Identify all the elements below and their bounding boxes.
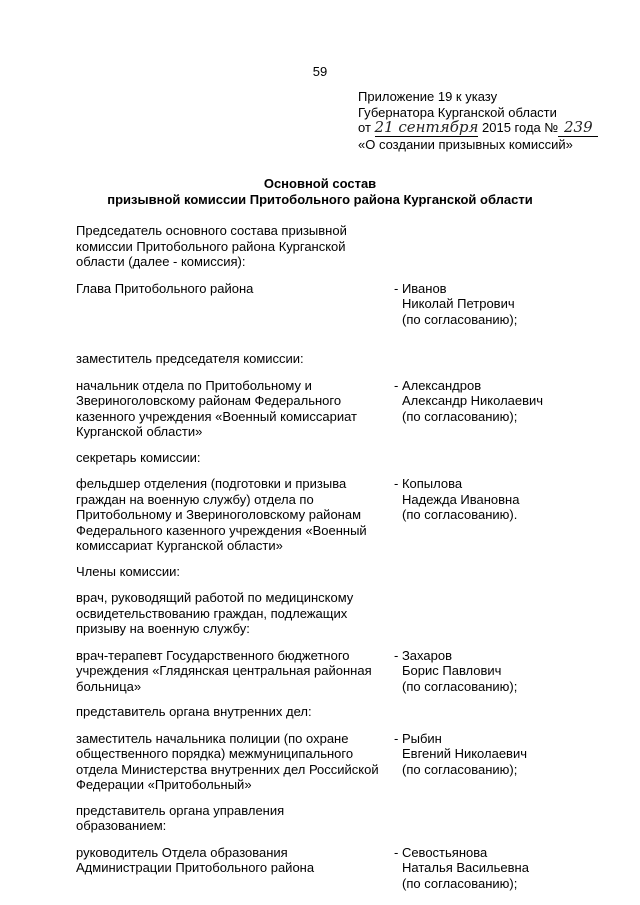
annex-year-text: 2015 года № xyxy=(482,120,559,135)
person-name: Наталья Васильевна xyxy=(402,860,529,875)
annex-block xyxy=(358,89,628,152)
chair-heading-line: Председатель основного состава призывной xyxy=(76,223,347,238)
position-line: Федерального казенного учреждения «Военный xyxy=(76,522,367,538)
position-line: руководитель Отдела образования xyxy=(76,844,288,860)
position-line: Федерации «Притобольный» xyxy=(76,777,252,792)
doctor-heading-line: призыву на военную службу: xyxy=(76,621,250,636)
person-note: (по согласованию); xyxy=(402,408,518,424)
doctor-heading-line: врач, руководящий работой по медицинскому xyxy=(76,590,354,605)
police-person xyxy=(394,731,527,778)
position-line: фельдшер отделения (подготовки и призыва xyxy=(76,476,347,491)
person-surname: - Копылова xyxy=(394,476,463,491)
secretary-heading: секретарь комиссии: xyxy=(76,449,201,465)
chair-entry xyxy=(76,281,556,328)
position-line: Администрации Притобольного района xyxy=(76,860,315,875)
annex-date-prefix: от xyxy=(358,120,371,135)
person-surname: - Рыбин xyxy=(394,730,442,746)
chair-person xyxy=(394,281,517,328)
position-line: больница» xyxy=(76,678,142,694)
position-line: учреждения «Глядянская центральная районная xyxy=(76,663,372,678)
police-position xyxy=(76,731,394,793)
annex-line-2: Губернатора Курганской области xyxy=(358,104,557,120)
position-line: начальник отдела по Притобольному и xyxy=(76,377,312,393)
person-name: Надежда Ивановна xyxy=(402,491,520,507)
position-line: отдела Министерства внутренних дел Российской xyxy=(76,761,379,777)
person-surname: - Захаров xyxy=(394,647,452,663)
education-heading-line: представитель органа управления xyxy=(76,802,285,818)
title-line-1: Основной состав xyxy=(263,176,377,191)
handwritten-number: 239 xyxy=(558,120,598,137)
position-line: заместитель начальника полиции (по охране xyxy=(76,730,349,746)
chair-position: Глава Притобольного района xyxy=(76,280,254,296)
chair-heading-line: комиссии Притобольного района Курганской xyxy=(76,238,346,254)
secretary-person xyxy=(394,476,519,523)
annex-line-1: Приложение 19 к указу xyxy=(358,89,498,104)
position-line: врач-терапевт Государственного бюджетного xyxy=(76,647,350,663)
doctor-entry xyxy=(76,648,556,695)
title-line-2: призывной комиссии Притобольного района Курганской области xyxy=(107,191,533,207)
person-note: (по согласованию); xyxy=(402,311,518,327)
chair-heading-line: области (далее - комиссия): xyxy=(76,254,246,269)
annex-line-4: «О создании призывных комиссий» xyxy=(358,136,573,152)
doctor-heading xyxy=(76,590,556,637)
document-title xyxy=(0,176,640,207)
person-surname: - Александров xyxy=(394,377,482,393)
person-note: (по согласованию); xyxy=(402,761,518,777)
annex-date-line xyxy=(358,120,628,137)
education-heading xyxy=(76,803,556,834)
person-surname: - Севостьянова xyxy=(394,844,488,860)
position-line: граждан на военную службу) отдела по xyxy=(76,491,314,507)
police-heading: представитель органа внутренних дел: xyxy=(76,704,312,719)
deputy-entry xyxy=(76,378,556,440)
education-person xyxy=(394,845,529,892)
secretary-entry xyxy=(76,476,556,554)
person-note: (по согласованию). xyxy=(402,507,518,522)
handwritten-date: 21 сентября xyxy=(374,118,479,136)
person-name: Евгений Николаевич xyxy=(402,746,527,761)
police-entry xyxy=(76,731,556,793)
chair-heading xyxy=(76,223,556,270)
page-number: 59 xyxy=(312,64,328,79)
deputy-heading: заместитель председателя комиссии: xyxy=(76,351,304,366)
members-heading: Члены комиссии: xyxy=(76,563,181,579)
person-surname: - Иванов xyxy=(394,280,447,296)
doctor-position xyxy=(76,648,394,695)
commission-roster xyxy=(76,223,556,901)
position-line: Звериноголовскому районам Федерального xyxy=(76,393,342,408)
person-note: (по согласованию); xyxy=(402,678,518,694)
position-line: общественного порядка) межмуниципального xyxy=(76,746,354,761)
deputy-position xyxy=(76,378,394,440)
education-entry xyxy=(76,845,556,892)
person-name: Борис Павлович xyxy=(402,663,502,678)
position-line: Курганской области» xyxy=(76,424,203,439)
person-name: Николай Петрович xyxy=(402,296,515,311)
doctor-heading-line: освидетельствованию граждан, подлежащих xyxy=(76,605,348,621)
education-heading-line: образованием: xyxy=(76,818,167,833)
deputy-person xyxy=(394,378,543,425)
position-line: Притобольному и Звериноголовскому районам xyxy=(76,507,362,522)
doctor-person xyxy=(394,648,517,695)
secretary-position xyxy=(76,476,394,554)
person-name: Александр Николаевич xyxy=(402,393,544,408)
education-position xyxy=(76,845,394,876)
position-line: комиссариат Курганской области» xyxy=(76,538,283,553)
person-note: (по согласованию); xyxy=(402,875,518,891)
position-line: казенного учреждения «Военный комиссариат xyxy=(76,408,357,424)
